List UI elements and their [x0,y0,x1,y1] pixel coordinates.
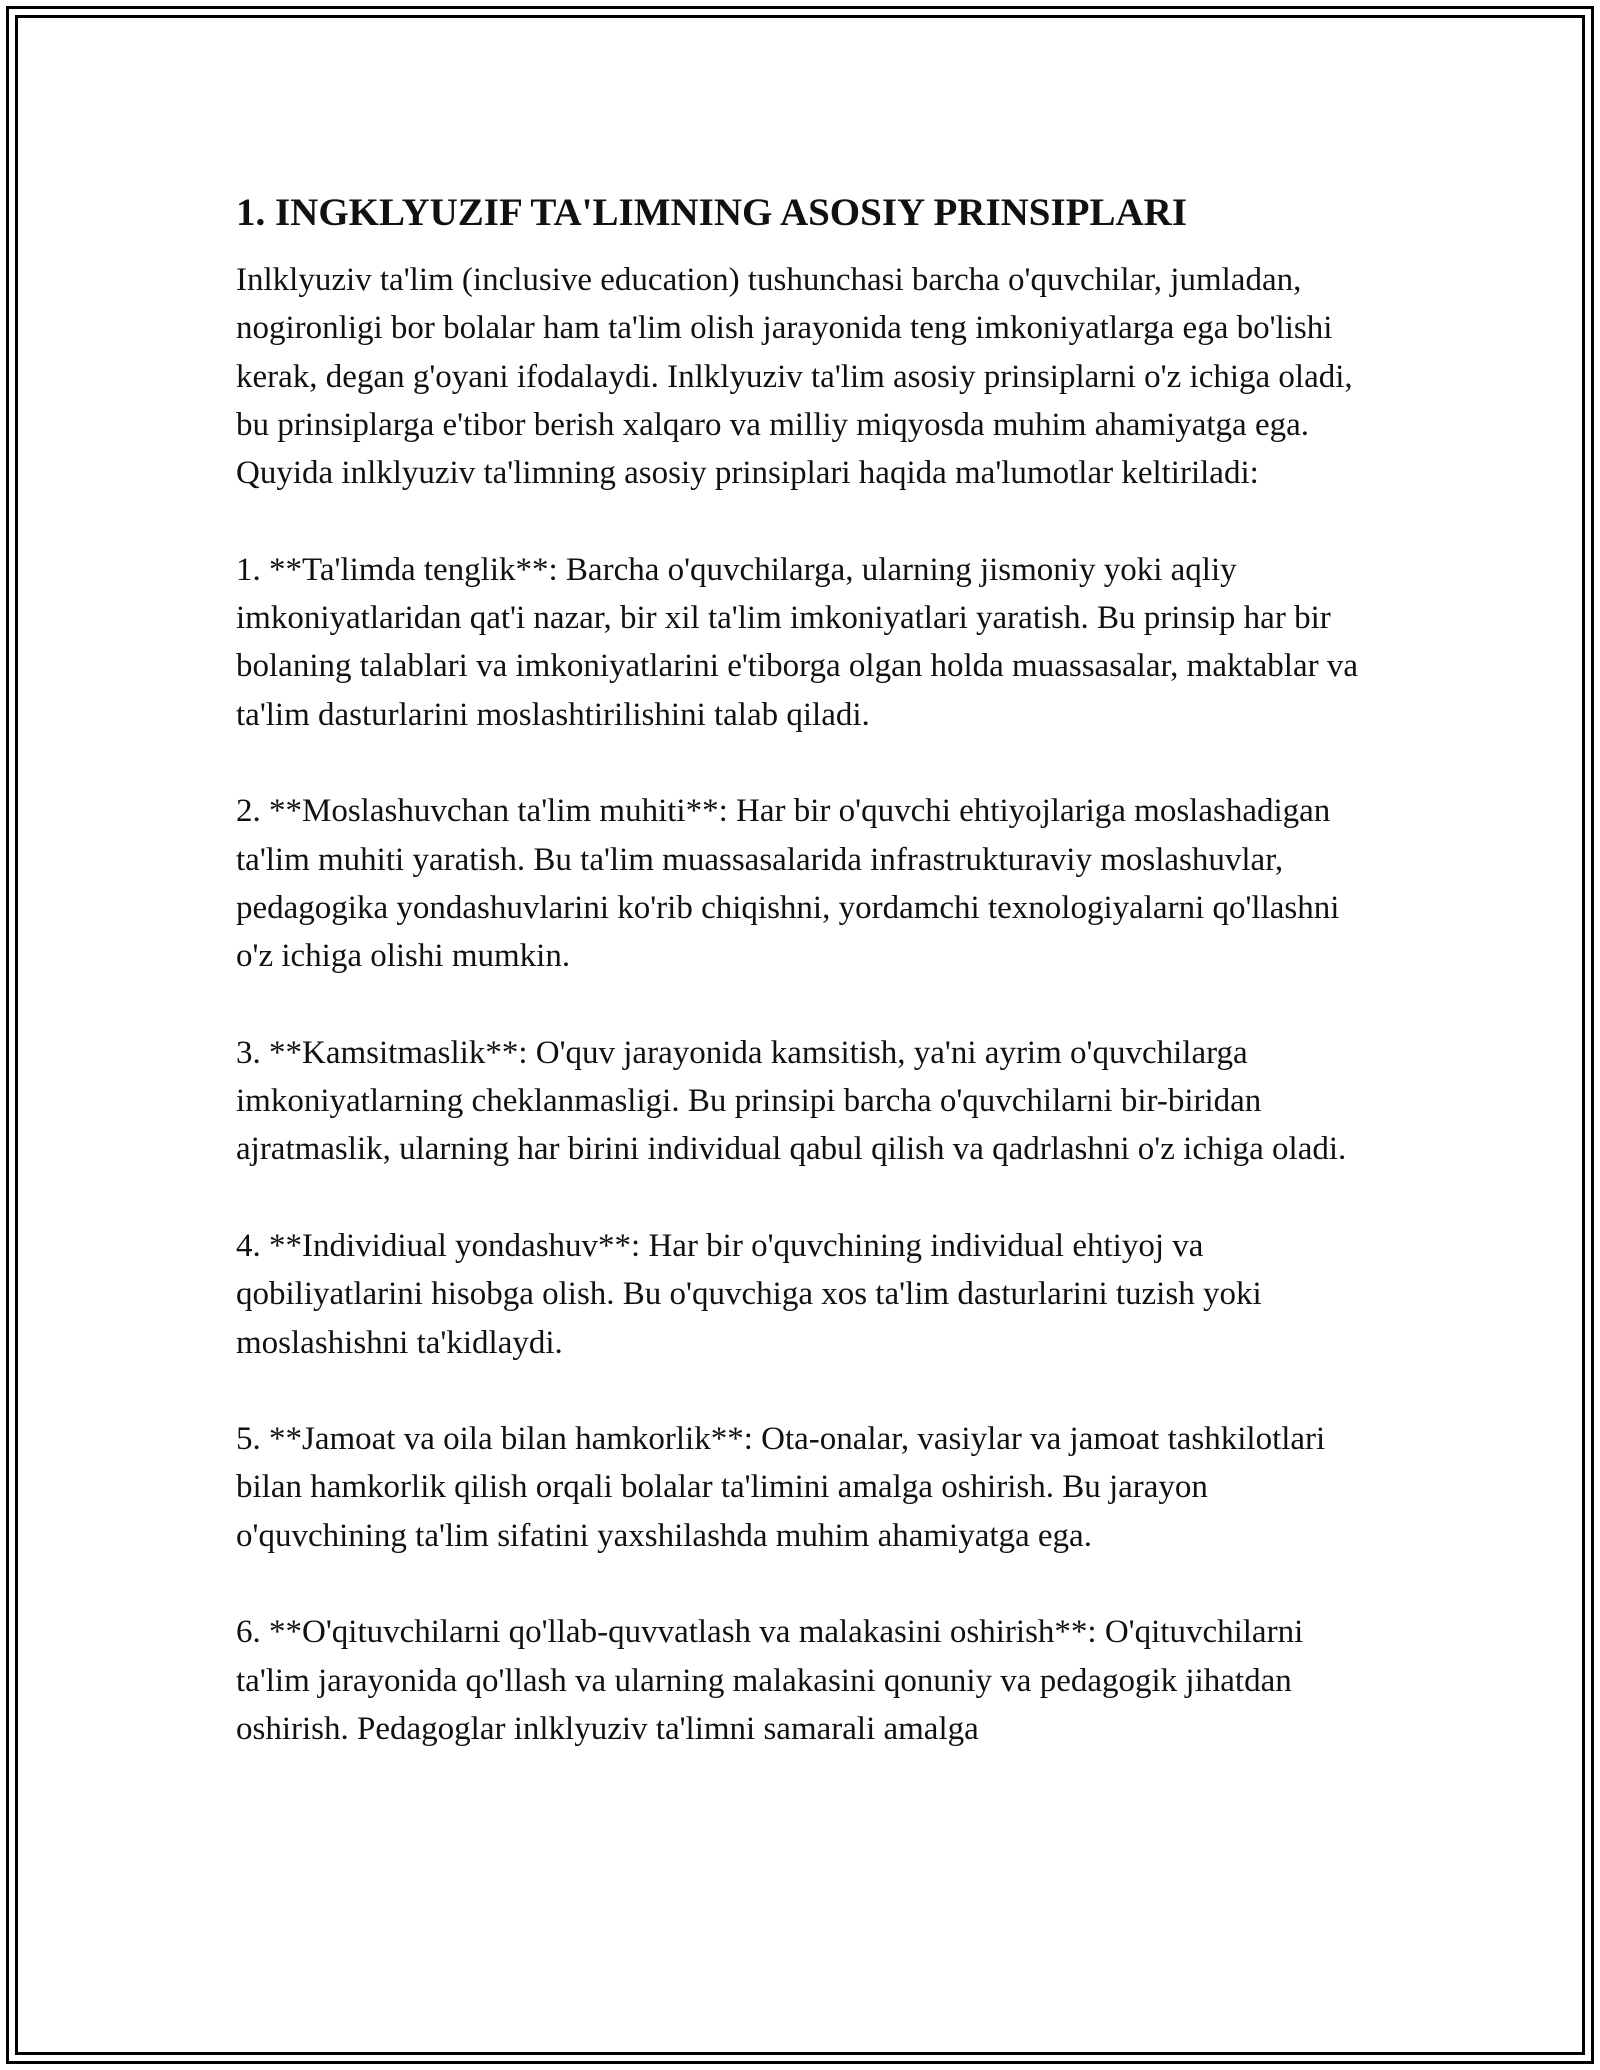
paragraph-principle-5: 5. **Jamoat va oila bilan hamkorlik**: Ota-onalar, vasiylar va jamoat tashkilotlari bilan hamkorlik qilish orqali bolalar ta'limini amalga oshirish. Bu jarayon o'quvchining ta'lim sifatini yaxshilashda muhim ahamiyatga ega. [236,1421,1326,1554]
paragraph-intro: Inlklyuziv ta'lim (inclusive education) tushunchasi barcha o'quvchilar, jumladan, nogironligi bor bolalar ham ta'lim olish jarayonida teng imkoniyatlarga ega bo'lishi kerak, degan g'oyani ifodalaydi. Inlklyuziv ta'lim asosiy prinsiplarni o'z ichiga oladi, bu prinsiplarga e'tibor berish xalqaro va milliy miqyosda muhim ahamiyatga ega. Quyida inlklyuziv ta'limning asosiy prinsiplari haqida ma'lumotlar keltiriladi: [236,262,1353,492]
page-title: 1. INGKLYUZIF TA'LIMNING ASOSIY PRINSIPLARI [236,191,1188,234]
paragraph-principle-1: 1. **Ta'limda tenglik**: Barcha o'quvchilarga, ularning jismoniy yoki aqliy imkoniyatlaridan qat'i nazar, bir xil ta'lim imkoniyatlari yaratish. Bu prinsip har bir bolaning talablari va imkoniyatlarini e'tiborga olgan holda muassasalar, maktablar va ta'lim dasturlarini moslashtirilishini talab qiladi. [236,551,1358,733]
paragraph-principle-2: 2. **Moslashuvchan ta'lim muhiti**: Har bir o'quvchi ehtiyojlariga moslashadigan ta'lim muhiti yaratish. Bu ta'lim muassasalarida infrastrukturaviy moslashuvlar, pedagogika yondashuvlarini ko'rib chiqishni, yordamchi texnologiyalarni qo'llashni o'z ichiga olishi mumkin. [236,793,1340,975]
document-body [236,188,1376,1802]
paragraph-principle-6: 6. **O'qituvchilarni qo'llab-quvvatlash va malakasini oshirish**: O'qituvchilarni ta'lim jarayonida qo'llash va ularning malakasini qonuniy va pedagogik jihatdan oshirish. Pedagoglar inlklyuziv ta'limni samarali amalga [236,1614,1304,1747]
paragraph-principle-4: 4. **Individiual yondashuv**: Har bir o'quvchining individual ehtiyoj va qobiliyatlarini hisobga olish. Bu o'quvchiga xos ta'lim dasturlarini tuzish yoki moslashishni ta'kidlaydi. [236,1227,1262,1361]
paragraph-principle-3: 3. **Kamsitmaslik**: O'quv jarayonida kamsitish, ya'ni ayrim o'quvchilarga imkoniyatlarning cheklanmasligi. Bu prinsipi barcha o'quvchilarni bir-biridan ajratmaslik, ularning har birini individual qabul qilish va qadrlashni o'z ichiga oladi. [236,1034,1347,1168]
